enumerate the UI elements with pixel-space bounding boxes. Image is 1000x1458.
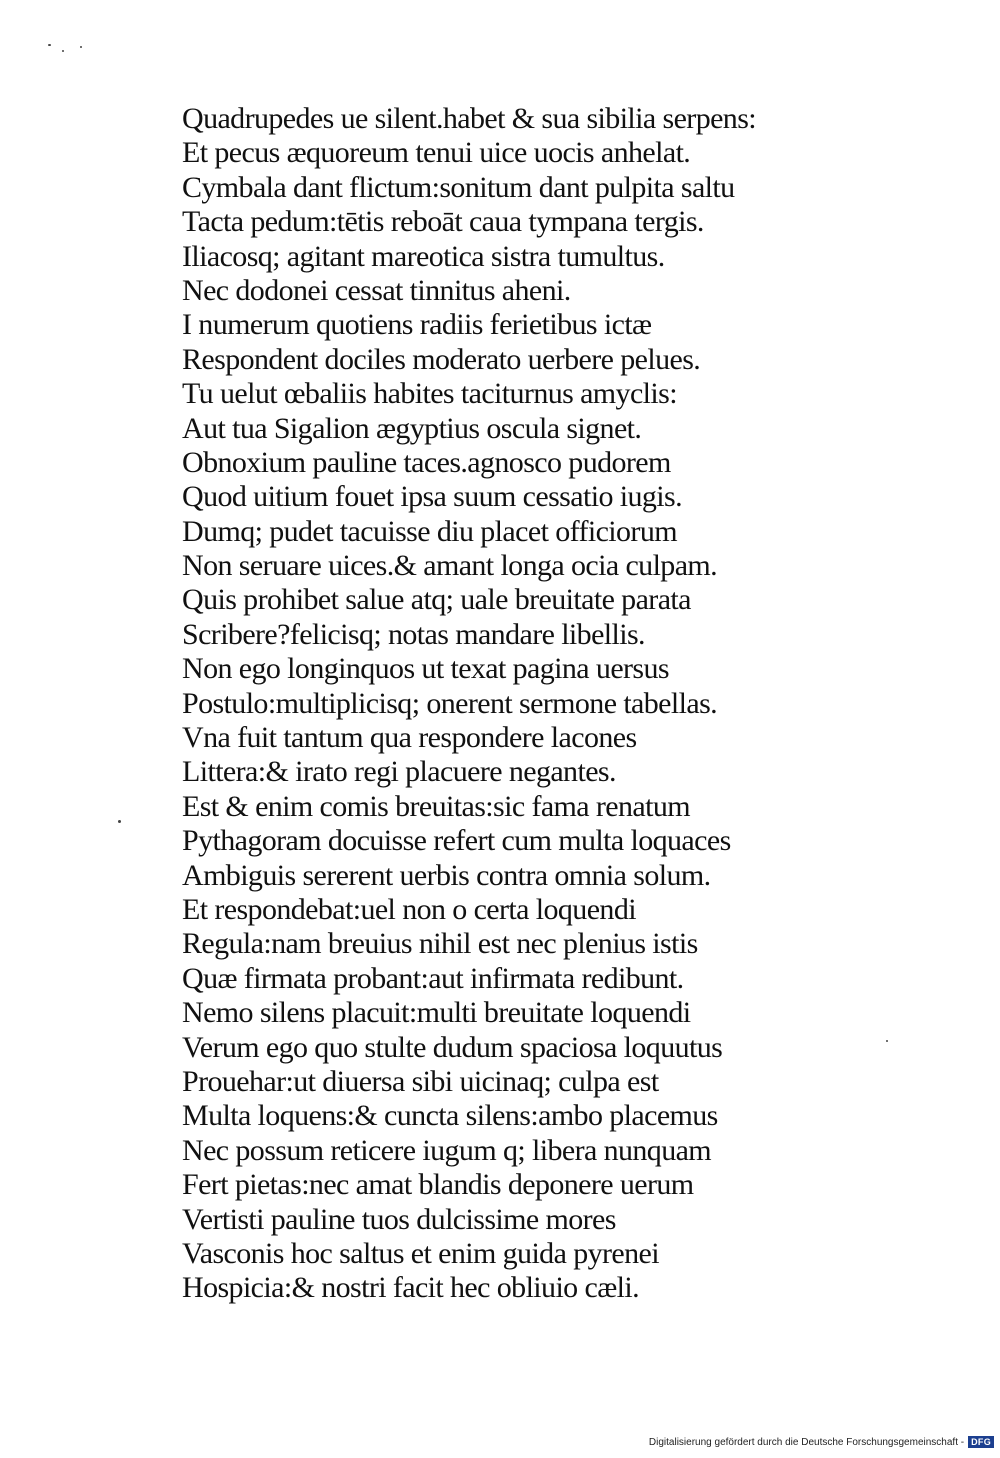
scan-speck — [48, 44, 51, 46]
scan-speck — [62, 50, 64, 52]
verse-line: Iliacosq; agitant mareotica sistra tumultus. — [182, 239, 665, 273]
verse-text-block — [182, 102, 862, 1306]
verse-line: Ambiguis sererent uerbis contra omnia solum. — [182, 858, 711, 892]
verse-line: Dumq; pudet tacuisse diu placet officiorum — [182, 514, 677, 548]
verse-line: Est & enim comis breuitas:sic fama renatum — [182, 789, 690, 823]
verse-line: Multa loquens:& cuncta silens:ambo placemus — [182, 1099, 718, 1133]
verse-line: Aut tua Sigalion ægyptius oscula signet. — [182, 411, 642, 445]
verse-line: Nemo silens placuit:multi breuitate loquendi — [182, 996, 691, 1030]
verse-line: Quod uitium fouet ipsa suum cessatio iugis. — [182, 480, 682, 514]
scan-speck — [886, 1040, 888, 1042]
verse-line: Regula:nam breuius nihil est nec plenius istis — [182, 927, 698, 961]
verse-line: Pythagoram docuisse refert cum multa loquaces — [182, 824, 731, 858]
verse-line: Tu uelut œbaliis habites taciturnus amyclis: — [182, 377, 677, 411]
verse-line: Tacta pedum:tētis reboāt caua tympana tergis. — [182, 205, 704, 239]
verse-line: I numerum quotiens radiis ferietibus ictæ — [182, 308, 652, 342]
verse-line: Fert pietas:nec amat blandis deponere uerum — [182, 1168, 694, 1202]
verse-line: Prouehar:ut diuersa sibi uicinaq; culpa est — [182, 1064, 659, 1098]
verse-line: Non seruare uices.& amant longa ocia culpam. — [182, 549, 718, 583]
funding-note: Digitalisierung gefördert durch die Deutsche Forschungsgemeinschaft - — [648, 1436, 965, 1448]
digitization-footer — [649, 1436, 994, 1448]
verse-line: Quæ firmata probant:aut infirmata redibunt. — [182, 961, 684, 995]
scan-speck — [80, 46, 82, 48]
verse-line: Cymbala dant flictum:sonitum dant pulpita saltu — [182, 170, 735, 204]
verse-line: Vna fuit tantum qua respondere lacones — [182, 721, 637, 755]
dfg-logo: DFG — [968, 1436, 994, 1448]
verse-line: Hospicia:& nostri facit hec obliuio cæli. — [182, 1271, 639, 1305]
verse-line: Verum ego quo stulte dudum spaciosa loquutus — [182, 1030, 723, 1064]
verse-line: Vertisti pauline tuos dulcissime mores — [182, 1202, 616, 1236]
scan-speck — [118, 820, 121, 823]
verse-line: Et pecus æquoreum tenui uice uocis anhelat. — [182, 136, 691, 170]
verse-line: Respondent dociles moderato uerbere pelues. — [182, 342, 701, 376]
verse-line: Obnoxium pauline taces.agnosco pudorem — [182, 445, 671, 479]
verse-line: Et respondebat:uel non o certa loquendi — [182, 892, 636, 926]
verse-line: Littera:& irato regi placuere negantes. — [182, 755, 616, 789]
verse-line: Nec possum reticere iugum q; libera nunquam — [182, 1133, 712, 1167]
verse-line: Quadrupedes ue silent.habet & sua sibilia serpens: — [182, 102, 757, 135]
verse-line: Non ego longinquos ut texat pagina uersus — [182, 652, 669, 686]
verse-line: Quis prohibet salue atq; uale breuitate parata — [182, 583, 691, 617]
verse-line: Nec dodonei cessat tinnitus aheni. — [182, 273, 571, 307]
verse-line: Scribere?felicisq; notas mandare libellis. — [182, 617, 645, 651]
verse-line: Vasconis hoc saltus et enim guida pyrenei — [182, 1236, 659, 1270]
verse-line: Postulo:multiplicisq; onerent sermone tabellas. — [182, 686, 718, 720]
